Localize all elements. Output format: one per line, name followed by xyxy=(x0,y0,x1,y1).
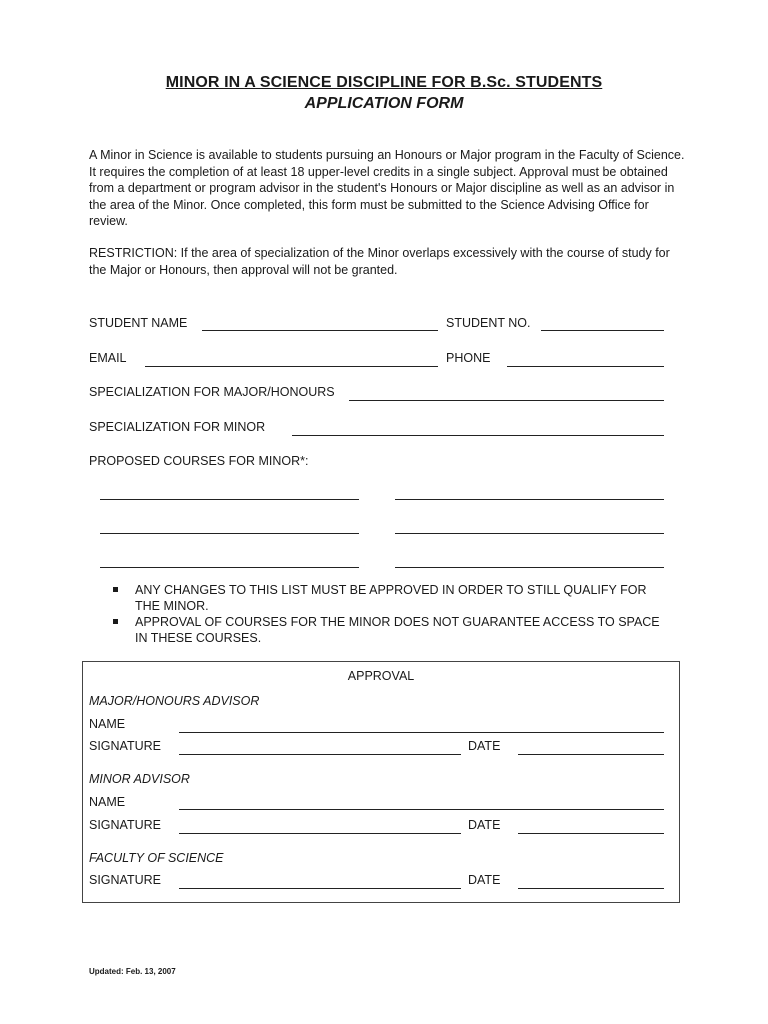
faculty-signature-label: SIGNATURE xyxy=(89,873,161,887)
major-advisor-name-field[interactable] xyxy=(179,732,664,733)
course-field-1[interactable] xyxy=(100,499,359,500)
spec-minor-label: SPECIALIZATION FOR MINOR xyxy=(89,420,266,434)
minor-advisor-name-field[interactable] xyxy=(179,809,664,810)
intro-paragraph: A Minor in Science is available to students pursuing an Honours or Major program in the Faculty of Science. It requires the completion of at least 18 upper-level credits in a single subject. Approval must be obtained from a department or program advisor in the student's Honours or Major discipline as well as an advisor in the area of the Minor. Once completed, this form must be submitted to the Science Advising Office for review. xyxy=(89,148,685,228)
notes-list xyxy=(113,582,673,646)
phone-label: PHONE xyxy=(446,351,491,365)
major-advisor-date-field[interactable] xyxy=(518,754,664,755)
faculty-signature-field[interactable] xyxy=(179,888,461,889)
updated-note: Updated: Feb. 13, 2007 xyxy=(89,967,176,976)
bullet-icon xyxy=(113,587,118,592)
major-advisor-heading: MAJOR/HONOURS ADVISOR xyxy=(89,694,260,708)
minor-advisor-heading: MINOR ADVISOR xyxy=(89,772,190,786)
major-advisor-name-label: NAME xyxy=(89,717,126,731)
proposed-courses-label: PROPOSED COURSES FOR MINOR*: xyxy=(89,454,309,468)
minor-advisor-signature-label: SIGNATURE xyxy=(89,818,161,832)
email-field[interactable] xyxy=(145,366,438,367)
course-field-6[interactable] xyxy=(395,567,664,568)
bullet-icon xyxy=(113,619,118,624)
minor-advisor-date-label: DATE xyxy=(468,818,501,832)
form-title: MINOR IN A SCIENCE DISCIPLINE FOR B.Sc. STUDENTS xyxy=(165,74,603,91)
restriction-paragraph: RESTRICTION: If the area of specialization of the Minor overlaps excessively with the course of study for the Major or Honours, then approval will not be granted. xyxy=(89,246,670,277)
course-field-4[interactable] xyxy=(395,533,664,534)
student-no-label: STUDENT NO. xyxy=(446,316,531,330)
spec-minor-field[interactable] xyxy=(292,435,664,436)
note-item xyxy=(113,582,673,614)
minor-advisor-name-label: NAME xyxy=(89,795,126,809)
faculty-date-label: DATE xyxy=(468,873,501,887)
spec-major-label: SPECIALIZATION FOR MAJOR/HONOURS xyxy=(89,385,335,399)
course-field-5[interactable] xyxy=(100,567,359,568)
form-subtitle: APPLICATION FORM xyxy=(304,95,464,112)
faculty-heading: FACULTY OF SCIENCE xyxy=(89,851,224,865)
student-name-label: STUDENT NAME xyxy=(89,316,188,330)
note-text: APPROVAL OF COURSES FOR THE MINOR DOES NOT GUARANTEE ACCESS TO SPACE IN THESE COURSES. xyxy=(135,615,660,645)
major-advisor-signature-field[interactable] xyxy=(179,754,461,755)
minor-advisor-date-field[interactable] xyxy=(518,833,664,834)
minor-advisor-signature-field[interactable] xyxy=(179,833,461,834)
note-text: ANY CHANGES TO THIS LIST MUST BE APPROVED IN ORDER TO STILL QUALIFY FOR THE MINOR. xyxy=(135,583,647,613)
student-no-field[interactable] xyxy=(541,330,664,331)
major-advisor-date-label: DATE xyxy=(468,739,501,753)
student-name-field[interactable] xyxy=(202,330,438,331)
note-item xyxy=(113,614,673,646)
faculty-date-field[interactable] xyxy=(518,888,664,889)
major-advisor-signature-label: SIGNATURE xyxy=(89,739,161,753)
spec-major-field[interactable] xyxy=(349,400,664,401)
course-field-2[interactable] xyxy=(395,499,664,500)
phone-field[interactable] xyxy=(507,366,664,367)
email-label: EMAIL xyxy=(89,351,127,365)
course-field-3[interactable] xyxy=(100,533,359,534)
approval-title: APPROVAL xyxy=(347,669,415,683)
